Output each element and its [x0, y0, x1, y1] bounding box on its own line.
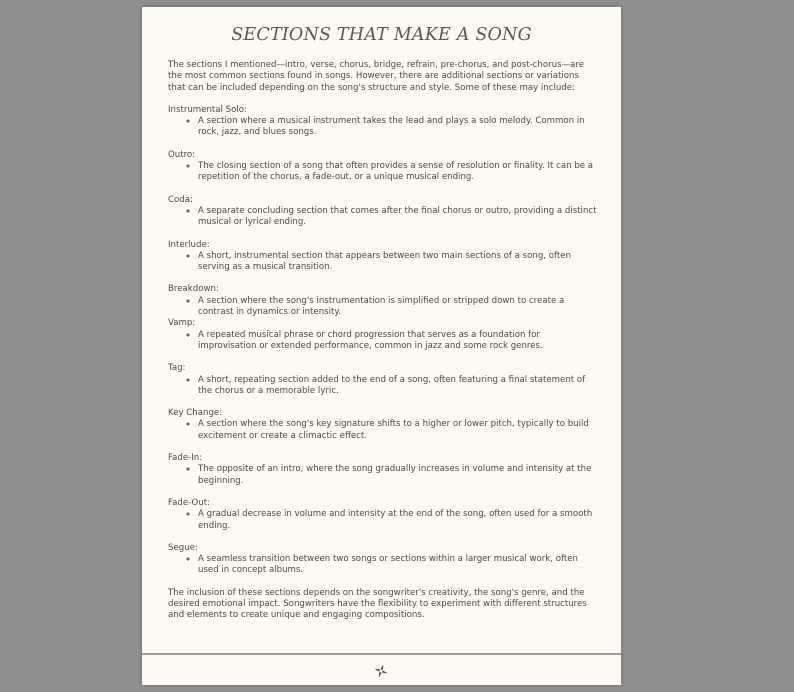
section-description: ◦ A section where the song's key signature shifts to a higher or lower pitch, typically to build excitement or create a climactic effect.: [198, 419, 598, 442]
section-tag: [168, 363, 598, 397]
section-instrumental-solo: [168, 105, 598, 139]
section-segue: [168, 543, 598, 577]
section-list: [168, 296, 598, 319]
sparkle-star-icon: [374, 664, 388, 678]
section-list: [168, 464, 598, 487]
section-description: ◦ A section where a musical instrument takes the lead and plays a solo melody. Common in rock, jazz, and blues songs.: [198, 116, 598, 139]
section-description: ◦ A repeated musical phrase or chord progression that serves as a foundation for improvisation or extended performance, common in jazz and some rock genres.: [198, 330, 598, 353]
section-list: [168, 161, 598, 184]
section-description: ◦ The opposite of an intro, where the song gradually increases in volume and intensity at the beginning.: [198, 464, 598, 487]
footer-divider: [142, 653, 621, 655]
section-list: [168, 330, 598, 353]
section-list: [168, 375, 598, 398]
section-list: [168, 554, 598, 577]
section-vamp: [168, 318, 598, 352]
section-description: ◦ A section where the song's instrumentation is simplified or stripped down to create a contrast in dynamics or intensity.: [198, 296, 598, 319]
section-label: Segue:: [168, 542, 198, 553]
section-outro: [168, 150, 598, 184]
intro-paragraph: The sections I mentioned—intro, verse, chorus, bridge, refrain, pre-chorus, and post-chorus—are the most common sections found in songs. However, there are additional sections or variations that can be included depending on the song's structure and style. Some of these may include:: [168, 60, 585, 93]
section-description: ◦ A separate concluding section that comes after the final chorus or outro, providing a distinct musical or lyrical ending.: [198, 206, 598, 229]
section-label: Instrumental Solo:: [168, 104, 247, 115]
section-description: ◦ A seamless transition between two songs or sections within a larger musical work, often used in concept albums.: [198, 554, 598, 577]
section-list: [168, 116, 598, 139]
section-label: Fade-Out:: [168, 497, 210, 508]
section-description: ◦ A gradual decrease in volume and intensity at the end of the song, often used for a smooth ending.: [198, 509, 598, 532]
section-description: ◦ The closing section of a song that often provides a sense of resolution or finality. It can be a repetition of the chorus, a fade-out, or a unique musical ending.: [198, 161, 598, 184]
page-title: SECTIONS THAT MAKE A SONG: [231, 25, 532, 45]
section-label: Vamp:: [168, 318, 196, 329]
section-breakdown: [168, 284, 598, 318]
section-fade-in: [168, 453, 598, 487]
document-body: [168, 60, 598, 622]
section-key-change: [168, 408, 598, 442]
section-label: Interlude:: [168, 239, 210, 250]
section-description: ◦ A short, instrumental section that appears between two main sections of a song, often serving as a musical transition.: [198, 251, 598, 274]
section-label: Fade-In:: [168, 453, 203, 464]
conclusion-paragraph: The inclusion of these sections depends on the songwriter's creativity, the song's genre, and the desired emotional impact. Songwriters have the flexibility to experiment with different structures and elements to create unique and engaging compositions.: [168, 587, 587, 621]
section-description: ◦ A short, repeating section added to the end of a song, often featuring a final statement of the chorus or a memorable lyric.: [198, 375, 598, 398]
section-fade-out: [168, 498, 598, 532]
document-page: [142, 7, 621, 685]
section-label: Tag:: [168, 363, 186, 374]
section-list: [168, 251, 598, 274]
section-label: Breakdown:: [168, 284, 219, 295]
section-label: Coda:: [168, 194, 193, 205]
section-coda: [168, 195, 598, 229]
section-list: [168, 206, 598, 229]
section-label: Outro:: [168, 149, 196, 160]
section-interlude: [168, 240, 598, 274]
section-list: [168, 419, 598, 442]
section-label: Key Change:: [168, 408, 223, 419]
section-list: [168, 509, 598, 532]
